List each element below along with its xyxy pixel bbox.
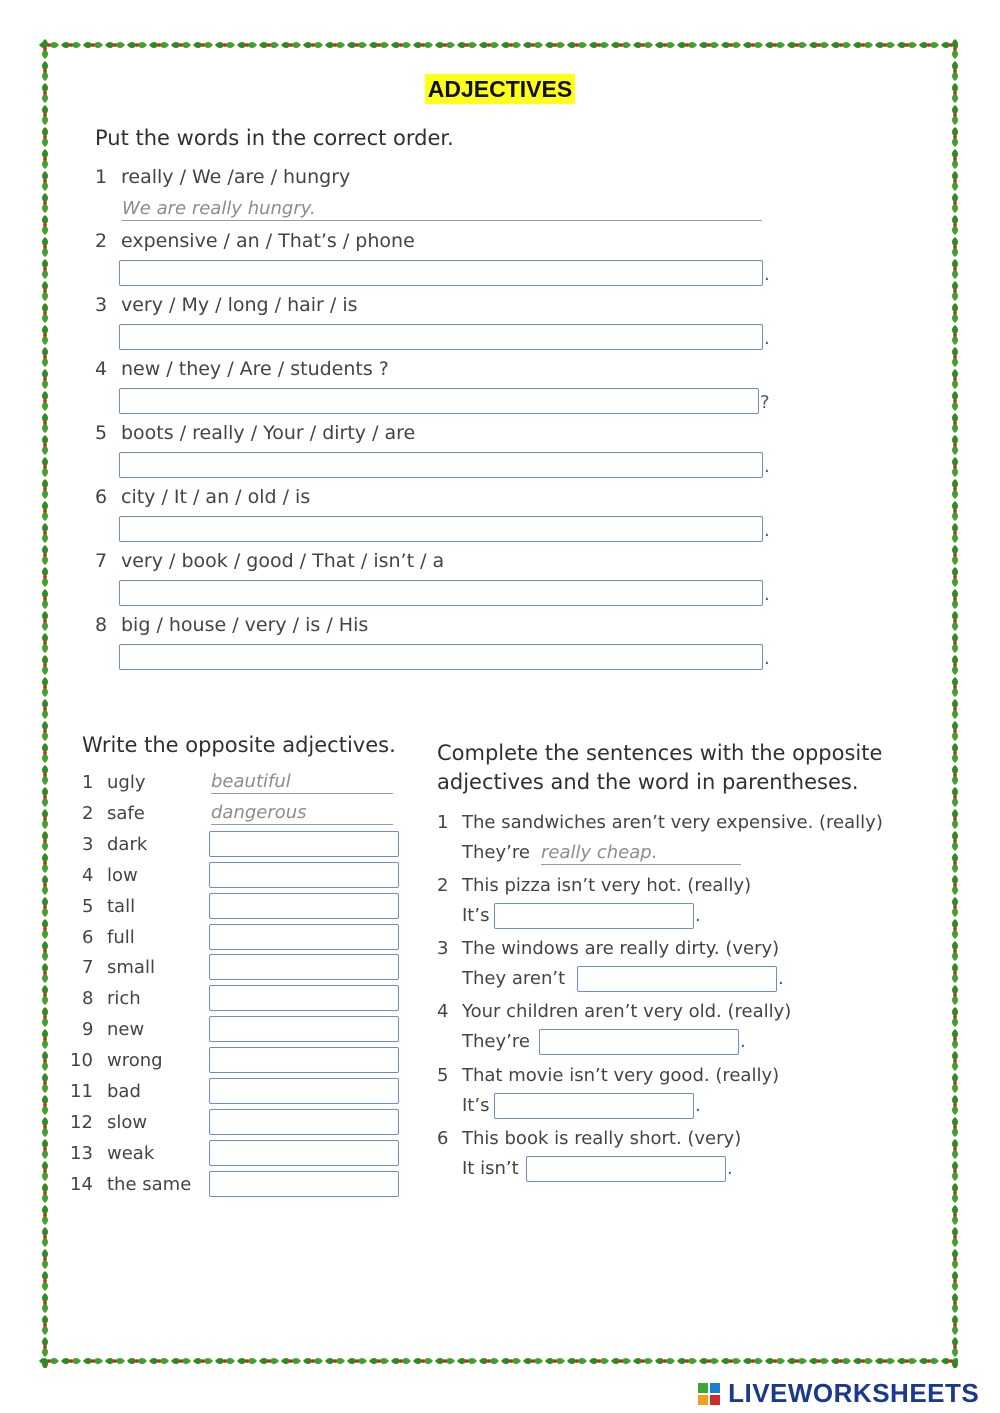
s3-end-punctuation: . (740, 1031, 746, 1052)
s1-item-prompt: big / house / very / is / His (121, 614, 369, 636)
s2-answer-input[interactable] (209, 1078, 399, 1104)
section1-heading: Put the words in the correct order. (95, 126, 454, 150)
s3-item-number: 4 (437, 1001, 449, 1022)
s1-end-punctuation: . (764, 520, 770, 541)
s2-answer-input[interactable] (209, 862, 399, 888)
s1-answer-input[interactable] (119, 580, 763, 606)
s3-answer-input[interactable] (494, 1093, 694, 1119)
s2-answer-input[interactable] (209, 1109, 399, 1135)
s2-item-number: 11 (70, 1081, 93, 1102)
s2-item-word: small (107, 957, 155, 978)
section3-heading-line2: adjectives and the word in parentheses. (437, 770, 859, 794)
s2-item-number: 7 (82, 957, 94, 978)
s3-item-sentence: The windows are really dirty. (very) (462, 938, 780, 959)
s1-end-punctuation: ? (760, 392, 770, 413)
s3-item-starter: It isn’t (462, 1158, 519, 1179)
s1-item-prompt: city / It / an / old / is (121, 486, 311, 508)
s1-answer-input[interactable] (119, 516, 763, 542)
s2-item-number: 2 (82, 803, 94, 824)
s3-item-sentence: That movie isn’t very good. (really) (462, 1065, 780, 1086)
s3-end-punctuation: . (778, 968, 784, 989)
s2-item-word: wrong (107, 1050, 163, 1071)
s2-answer-input[interactable] (209, 985, 399, 1011)
s1-end-punctuation: . (764, 584, 770, 605)
s2-item-word: the same (107, 1174, 192, 1195)
s3-item-sentence: This pizza isn’t very hot. (really) (462, 875, 752, 896)
s1-item-number: 1 (95, 166, 108, 188)
s3-answer-input[interactable] (526, 1156, 726, 1182)
s2-item-word: slow (107, 1112, 148, 1133)
s2-item-number: 12 (70, 1112, 93, 1133)
s1-item-number: 8 (95, 614, 108, 636)
s2-answer-input[interactable] (209, 954, 399, 980)
logo-grid-icon (698, 1383, 720, 1405)
s1-item-prompt: really / We /are / hungry (121, 166, 351, 188)
s1-item-prompt: very / My / long / hair / is (121, 294, 358, 316)
s1-item-prompt: new / they / Are / students ? (121, 358, 389, 380)
s3-item-starter: They’re (462, 842, 530, 863)
s2-item-number: 1 (82, 772, 94, 793)
s1-answer-input[interactable] (119, 324, 763, 350)
section3-heading-line1: Complete the sentences with the opposite (437, 741, 883, 765)
s2-item-number: 4 (82, 865, 94, 886)
s3-item-sentence: This book is really short. (very) (462, 1128, 742, 1149)
s2-example-answer: dangerous (211, 802, 393, 825)
s2-item-word: ugly (107, 772, 146, 793)
s2-answer-input[interactable] (209, 1140, 399, 1166)
s3-item-number: 6 (437, 1128, 449, 1149)
s1-answer-input[interactable] (119, 644, 763, 670)
s2-item-number: 6 (82, 927, 94, 948)
s2-item-word: dark (107, 834, 148, 855)
s3-end-punctuation: . (695, 905, 701, 926)
s1-end-punctuation: . (764, 264, 770, 285)
s1-end-punctuation: . (764, 648, 770, 669)
s1-item-number: 2 (95, 230, 108, 252)
s3-item-sentence: Your children aren’t very old. (really) (462, 1001, 792, 1022)
s2-item-number: 3 (82, 834, 94, 855)
s2-answer-input[interactable] (209, 1016, 399, 1042)
s1-answer-input[interactable] (119, 388, 759, 414)
s2-item-number: 13 (70, 1143, 93, 1164)
s3-end-punctuation: . (695, 1095, 701, 1116)
s3-answer-input[interactable] (577, 966, 777, 992)
s2-item-word: safe (107, 803, 145, 824)
s2-item-word: rich (107, 988, 141, 1009)
s2-example-answer: beautiful (211, 771, 393, 794)
s1-item-number: 3 (95, 294, 108, 316)
s1-item-prompt: expensive / an / That’s / phone (121, 230, 415, 252)
s1-item-number: 6 (95, 486, 108, 508)
s1-answer-input[interactable] (119, 260, 763, 286)
s3-item-number: 5 (437, 1065, 449, 1086)
s3-item-starter: It’s (462, 905, 490, 926)
s2-item-number: 14 (70, 1174, 93, 1195)
s1-item-number: 7 (95, 550, 108, 572)
s2-item-word: bad (107, 1081, 141, 1102)
s2-item-word: weak (107, 1143, 155, 1164)
s2-item-word: full (107, 927, 135, 948)
s1-end-punctuation: . (764, 456, 770, 477)
s3-example-answer: really cheap. (541, 842, 741, 865)
s2-item-number: 9 (82, 1019, 94, 1040)
s2-answer-input[interactable] (209, 831, 399, 857)
section2-heading: Write the opposite adjectives. (82, 733, 396, 757)
s2-item-word: tall (107, 896, 136, 917)
page-title: ADJECTIVES (425, 74, 575, 104)
s2-item-number: 5 (82, 896, 94, 917)
s2-answer-input[interactable] (209, 1047, 399, 1073)
s1-item-number: 5 (95, 422, 108, 444)
liveworksheets-logo (698, 1378, 979, 1406)
s2-answer-input[interactable] (209, 893, 399, 919)
s3-answer-input[interactable] (494, 903, 694, 929)
s3-item-sentence: The sandwiches aren’t very expensive. (really) (462, 812, 883, 833)
s1-item-prompt: boots / really / Your / dirty / are (121, 422, 416, 444)
s3-end-punctuation: . (727, 1158, 733, 1179)
s3-item-starter: They aren’t (462, 968, 566, 989)
s2-item-word: new (107, 1019, 145, 1040)
s2-item-number: 8 (82, 988, 94, 1009)
s3-item-number: 3 (437, 938, 449, 959)
s2-item-number: 10 (70, 1050, 93, 1071)
s1-answer-input[interactable] (119, 452, 763, 478)
s2-answer-input[interactable] (209, 924, 399, 950)
s1-item-number: 4 (95, 358, 108, 380)
s3-item-number: 1 (437, 812, 449, 833)
s1-example-answer: We are really hungry. (122, 198, 762, 221)
s1-item-prompt: very / book / good / That / isn’t / a (121, 550, 445, 572)
s3-answer-input[interactable] (539, 1029, 739, 1055)
s3-item-starter: They’re (462, 1031, 530, 1052)
brand-name: LIVEWORKSHEETS (728, 1378, 980, 1408)
s1-end-punctuation: . (764, 328, 770, 349)
s2-answer-input[interactable] (209, 1171, 399, 1197)
s3-item-starter: It’s (462, 1095, 490, 1116)
s3-item-number: 2 (437, 875, 449, 896)
s2-item-word: low (107, 865, 138, 886)
